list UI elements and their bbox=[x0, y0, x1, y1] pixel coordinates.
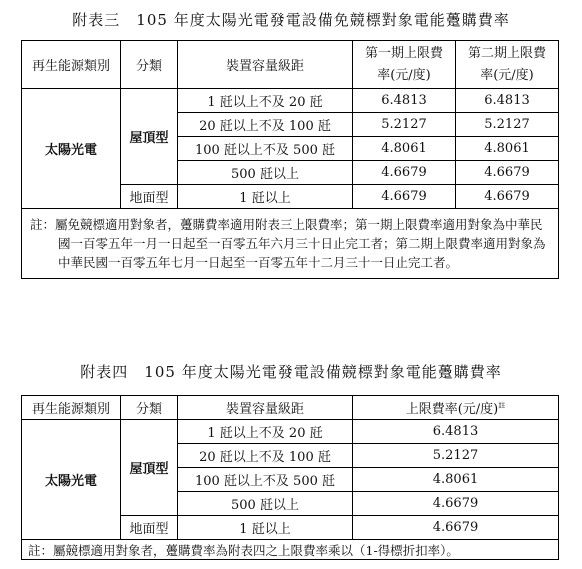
capacity-cell: 20 瓩以上不及 100 瓩 bbox=[178, 444, 353, 468]
capacity-cell: 100 瓩以上不及 500 瓩 bbox=[178, 468, 353, 492]
header-rate-note-mark: 註 bbox=[498, 401, 506, 410]
rate-cell: 6.4813 bbox=[353, 420, 559, 444]
period1-rate-cell: 5.2127 bbox=[353, 113, 456, 137]
period1-rate-cell: 4.8061 bbox=[353, 137, 456, 161]
header-category: 分類 bbox=[121, 396, 178, 420]
rate-cell: 4.6679 bbox=[353, 492, 559, 516]
table-row bbox=[22, 89, 559, 113]
table2-header-row bbox=[22, 396, 559, 420]
header-period1-line1: 第一期上限費 bbox=[364, 45, 443, 61]
header-capacity: 裝置容量級距 bbox=[178, 41, 353, 89]
header-period1 bbox=[353, 41, 456, 89]
rate-cell: 4.6679 bbox=[353, 516, 559, 540]
table-row bbox=[22, 420, 559, 444]
header-period1-line2: 率(元/度) bbox=[377, 67, 431, 83]
header-rate bbox=[353, 396, 559, 420]
table1-header-row bbox=[22, 41, 559, 89]
header-rate-label: 上限費率(元/度) bbox=[405, 402, 499, 417]
capacity-cell: 1 瓩以上不及 20 瓩 bbox=[178, 89, 353, 113]
table2-caption: 附表四 105 年度太陽光電發電設備競標對象電能躉購費率 bbox=[80, 363, 502, 381]
capacity-cell: 1 瓩以上不及 20 瓩 bbox=[178, 420, 353, 444]
capacity-cell: 20 瓩以上不及 100 瓩 bbox=[178, 113, 353, 137]
table2-note-row bbox=[22, 540, 559, 560]
source-cell: 太陽光電 bbox=[22, 420, 121, 540]
table1-caption: 附表三 105 年度太陽光電發電設備免競標對象電能躉購費率 bbox=[72, 11, 510, 29]
table1-note-row bbox=[22, 209, 559, 279]
rate-cell: 4.8061 bbox=[353, 468, 559, 492]
capacity-cell: 500 瓩以上 bbox=[178, 161, 353, 185]
period2-rate-cell: 4.6679 bbox=[456, 185, 559, 209]
period2-rate-cell: 4.8061 bbox=[456, 137, 559, 161]
header-source: 再生能源類別 bbox=[22, 41, 121, 89]
header-period2-line2: 率(元/度) bbox=[480, 67, 534, 83]
header-source: 再生能源類別 bbox=[22, 396, 121, 420]
capacity-cell: 100 瓩以上不及 500 瓩 bbox=[178, 137, 353, 161]
period1-rate-cell: 4.6679 bbox=[353, 161, 456, 185]
rate-cell: 5.2127 bbox=[353, 444, 559, 468]
rooftop-category-cell: 屋頂型 bbox=[121, 89, 178, 185]
period2-rate-cell: 5.2127 bbox=[456, 113, 559, 137]
ground-category-cell: 地面型 bbox=[121, 516, 178, 540]
ground-category-cell: 地面型 bbox=[121, 185, 178, 209]
header-period2 bbox=[456, 41, 559, 89]
table1-note: 註：屬免競標適用對象者，躉購費率適用附表三上限費率；第一期上限費率適用對象為中華民國一百零五年一月一日起至一百零五年六月三十日止完工者；第二期上限費率適用對象為中華民國一百零五年七月一日起至一百零五年十二月三十一日止完工者。 bbox=[22, 209, 559, 279]
period2-rate-cell: 6.4813 bbox=[456, 89, 559, 113]
capacity-cell: 1 瓩以上 bbox=[178, 185, 353, 209]
capacity-cell: 500 瓩以上 bbox=[178, 492, 353, 516]
period2-rate-cell: 4.6679 bbox=[456, 161, 559, 185]
header-capacity: 裝置容量級距 bbox=[178, 396, 353, 420]
table1-rate-table bbox=[21, 40, 559, 279]
period1-rate-cell: 4.6679 bbox=[353, 185, 456, 209]
table2-note: 註：屬競標適用對象者，躉購費率為附表四之上限費率乘以（1-得標折扣率）。 bbox=[22, 540, 559, 560]
table2-rate-table bbox=[21, 395, 559, 560]
header-category: 分類 bbox=[121, 41, 178, 89]
header-period2-line1: 第二期上限費 bbox=[467, 45, 546, 61]
source-cell: 太陽光電 bbox=[22, 89, 121, 209]
capacity-cell: 1 瓩以上 bbox=[178, 516, 353, 540]
period1-rate-cell: 6.4813 bbox=[353, 89, 456, 113]
rooftop-category-cell: 屋頂型 bbox=[121, 420, 178, 516]
